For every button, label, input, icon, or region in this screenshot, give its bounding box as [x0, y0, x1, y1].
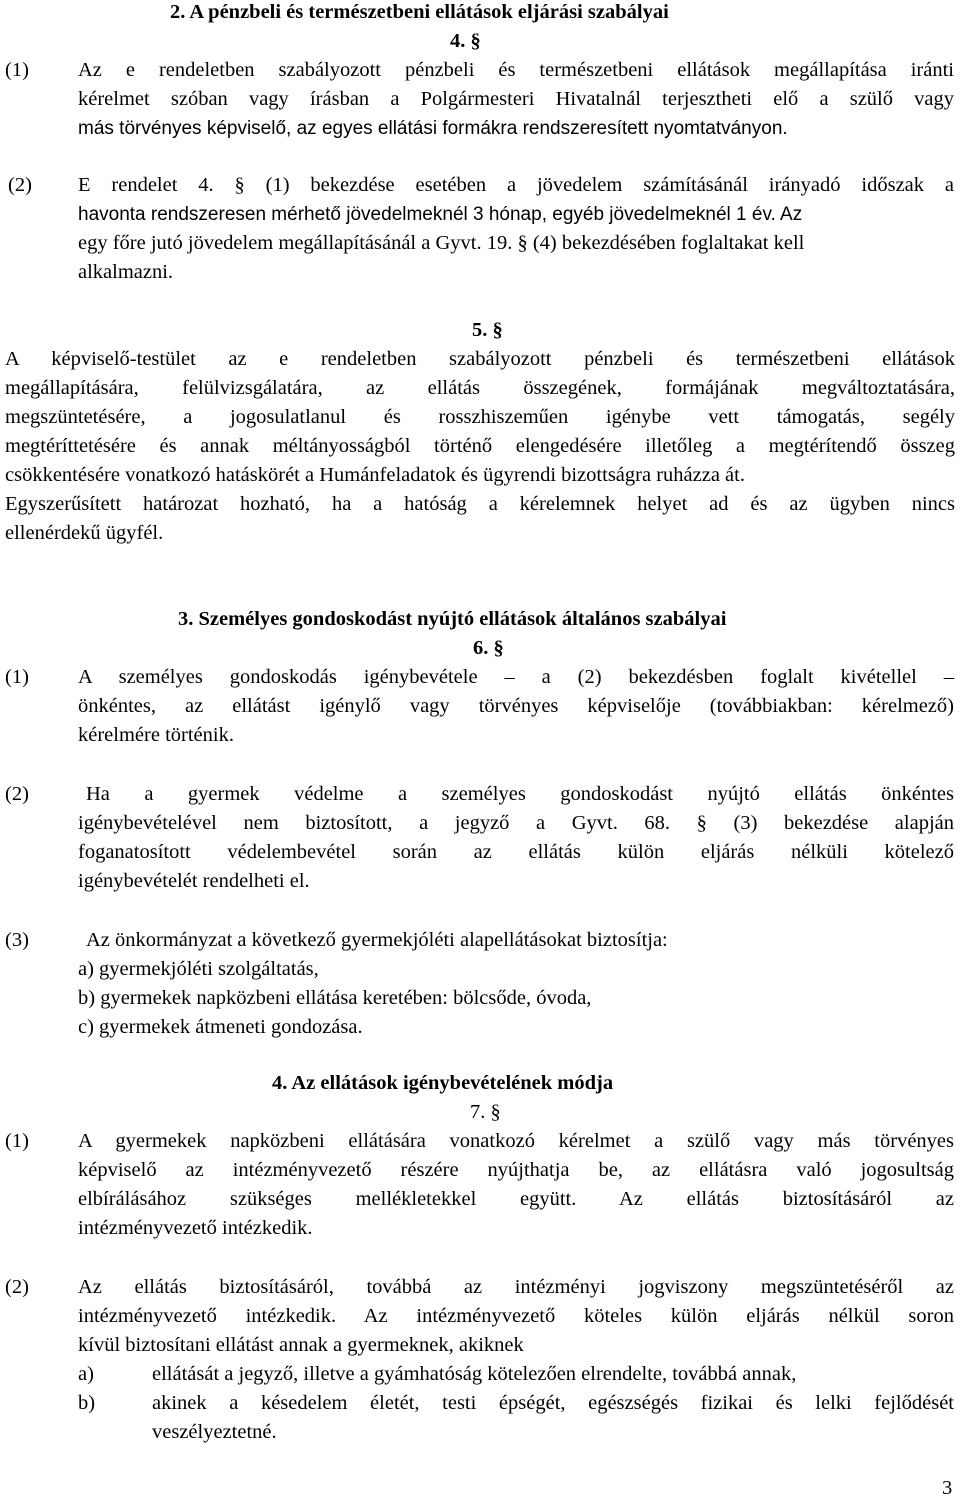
p7-list-label-b: b) [78, 1392, 96, 1414]
p4-item-2-line: alkalmazni. [78, 261, 174, 283]
p5-line: csökkentésére vonatkozó hatáskörét a Humánfeladatok és ügyrendi bizottságra ruházza át. [5, 464, 745, 486]
page-number: 3 [942, 1477, 953, 1499]
p6-item-3-list-item: b) gyermekek napközbeni ellátása keretében: bölcsőde, óvoda, [78, 987, 592, 1009]
p6-item-3-line: Az önkormányzat a következő gyermekjóléti alapellátásokat biztosítja: [86, 929, 668, 951]
p4-item-2-line: havonta rendszeresen mérhető jövedelmeknél 3 hónap, egyéb jövedelmeknél 1 év. Az [78, 204, 803, 225]
p6-item-3-list-item: c) gyermekek átmeneti gondozása. [78, 1016, 363, 1038]
p4-item-2-line: egy főre jutó jövedelem megállapításánál a Gyvt. 19. § (4) bekezdésében foglaltakat kell [78, 232, 805, 254]
p7-list-label-a: a) [78, 1363, 94, 1385]
p7-item-1-line: A gyermekek napközbeni ellátására vonatkozó kérelmet a szülő vagy más törvényes [78, 1130, 954, 1152]
p4-item-1-line: más törvényes képviselő, az egyes ellátási formákra rendszeresített nyomtatványon. [78, 118, 788, 139]
p7-item-2-line: kívül biztosítani ellátást annak a gyermeknek, akiknek [78, 1334, 524, 1356]
p6-item-1-line: önkéntes, az ellátást igénylő vagy törvényes képviselője (továbbiakban: kérelmező) [78, 695, 954, 717]
p4-item-1-line: kérelmet szóban vagy írásban a Polgármesteri Hivatalnál terjesztheti elő a szülő vagy [78, 88, 954, 110]
p6-item-2-line: igénybevételét rendelheti el. [78, 870, 310, 892]
section-3-title: 3. Személyes gondoskodást nyújtó ellátások általános szabályai [178, 608, 727, 630]
p7-list-item-b-continued: veszélyeztetné. [152, 1421, 277, 1443]
p7-item-2-line: intézményvezető intézkedik. Az intézményvezető köteles külön eljárás nélkül soron [78, 1305, 954, 1327]
p6-item-2-number: (2) [5, 783, 29, 805]
paragraph-7-heading: 7. § [470, 1101, 501, 1123]
paragraph-6-heading: 6. § [473, 637, 504, 659]
p6-item-3-list-item: a) gyermekjóléti szolgáltatás, [78, 958, 319, 980]
p5-line: megszüntetésére, a jogosulatlanul és rosszhiszeműen igénybe vett támogatás, segély [5, 406, 955, 428]
p7-item-1-number: (1) [5, 1130, 29, 1152]
p5-line: megállapítására, felülvizsgálatára, az ellátás összegének, formájának megváltoztatására, [5, 377, 955, 399]
p7-item-2-number: (2) [5, 1276, 29, 1298]
p6-item-2-line: foganatosított védelembevétel során az ellátás külön eljárás nélküli kötelező [78, 841, 954, 863]
p7-item-1-line: intézményvezető intézkedik. [78, 1217, 313, 1239]
section-2-title: 2. A pénzbeli és természetbeni ellátások eljárási szabályai [170, 1, 669, 23]
p7-item-1-line: elbírálásához szükséges mellékletekkel együtt. Az ellátás biztosításáról az [78, 1188, 954, 1210]
p4-item-2-number: (2) [8, 174, 32, 196]
p6-item-2-line: Ha a gyermek védelme a személyes gondoskodást nyújtó ellátás önkéntes [86, 783, 954, 805]
paragraph-5-heading: 5. § [472, 319, 503, 341]
p5-line: Egyszerűsített határozat hozható, ha a hatóság a kérelemnek helyet ad és az ügyben nincs [5, 493, 955, 515]
p4-item-1-line: Az e rendeletben szabályozott pénzbeli és természetbeni ellátások megállapítása iránti [78, 59, 954, 81]
p5-line: ellenérdekű ügyfél. [5, 522, 164, 544]
p6-item-1-number: (1) [5, 666, 29, 688]
p7-list-item-b: akinek a késedelem életét, testi épségét, egészségés fizikai és lelki fejlődését [152, 1392, 954, 1414]
p6-item-3-number: (3) [5, 929, 29, 951]
p6-item-2-line: igénybevételével nem biztosított, a jegyző a Gyvt. 68. § (3) bekezdése alapján [78, 812, 954, 834]
p7-item-2-line: Az ellátás biztosításáról, továbbá az intézményi jogviszony megszüntetéséről az [78, 1276, 954, 1298]
section-4-title: 4. Az ellátások igénybevételének módja [272, 1072, 614, 1094]
p6-item-1-line: kérelmére történik. [78, 724, 234, 746]
p4-item-1-number: (1) [5, 59, 29, 81]
paragraph-4-heading: 4. § [450, 30, 481, 52]
p7-item-1-line: képviselő az intézményvezető részére nyújthatja be, az ellátásra való jogosultság [78, 1159, 954, 1181]
p4-item-2-line: E rendelet 4. § (1) bekezdése esetében a jövedelem számításánál irányadó időszak a [78, 174, 954, 196]
p5-line: megtéríttetésére és annak méltányosságból történő elengedésére illetőleg a megtérítendő összeg [5, 435, 955, 457]
p6-item-1-line: A személyes gondoskodás igénybevétele – a (2) bekezdésben foglalt kivétellel – [78, 666, 954, 688]
p7-list-item-a: ellátását a jegyző, illetve a gyámhatóság kötelezően elrendelte, továbbá annak, [152, 1363, 797, 1385]
p5-line: A képviselő-testület az e rendeletben szabályozott pénzbeli és természetbeni ellátások [5, 348, 955, 370]
